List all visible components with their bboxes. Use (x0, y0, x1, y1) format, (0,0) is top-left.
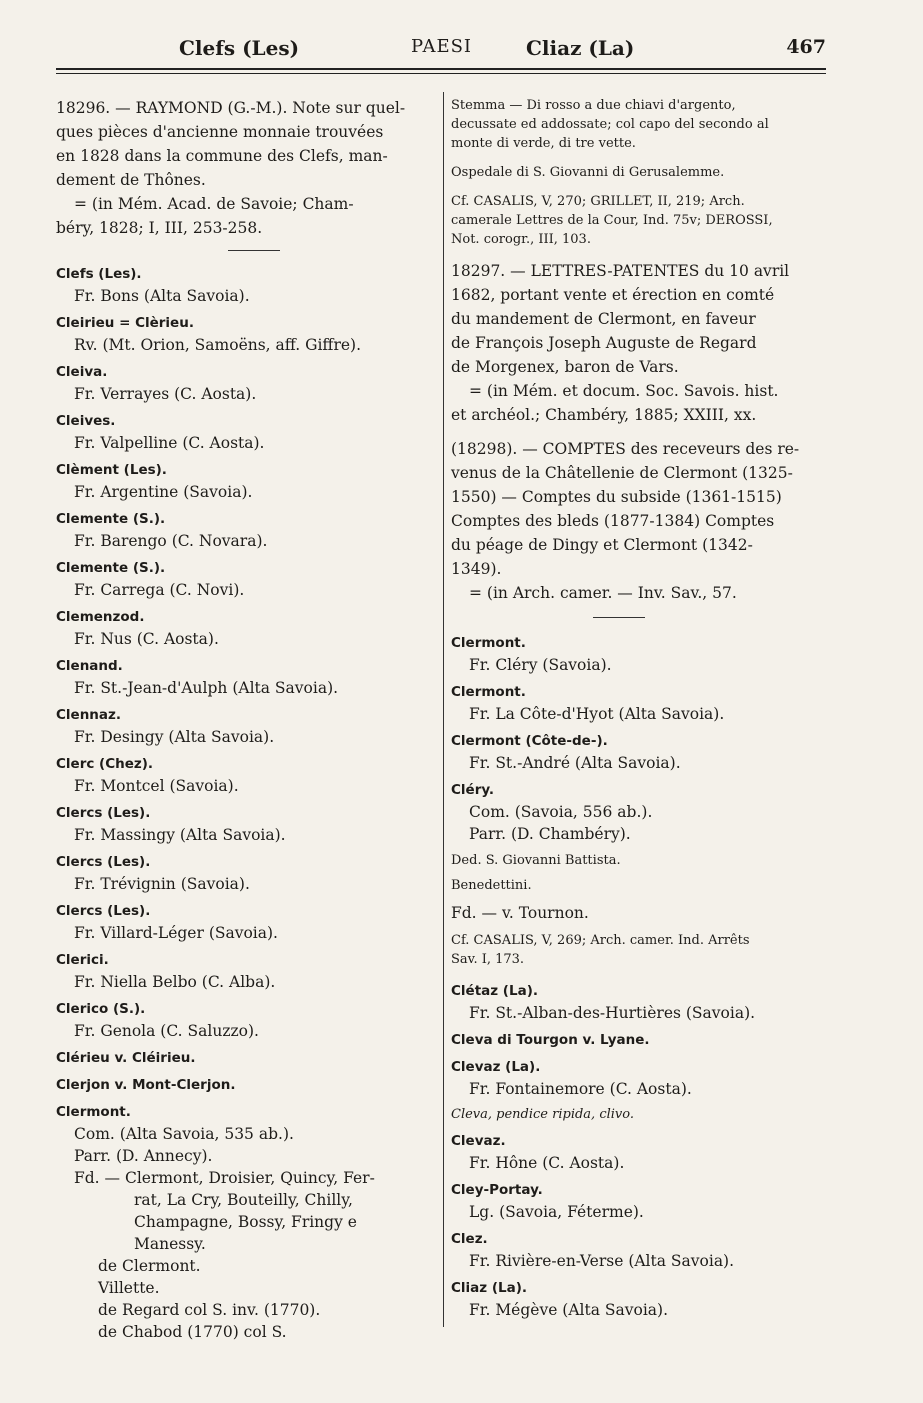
entry-detail: Fr. Desingy (Alta Savoia). (74, 728, 275, 746)
headword: Cleiva. (56, 364, 108, 380)
reference-line: Not. corogr., III, 103. (451, 232, 591, 247)
section-rule (593, 617, 645, 618)
note-line: de Morgenex, baron de Vars. (451, 358, 679, 376)
reference-line: Cf. CASALIS, V, 270; GRILLET, II, 219; Arch. (451, 194, 745, 209)
entry-detail: Com. (Alta Savoia, 535 ab.). (74, 1125, 294, 1143)
page-number: 467 (786, 36, 826, 58)
note-line: 18297. — LETTRES-PATENTES du 10 avril (451, 262, 790, 280)
note-line: Comptes des bleds (1877-1384) Comptes (451, 512, 775, 530)
entry-detail: Fr. Bons (Alta Savoia). (74, 287, 250, 305)
entry-detail: Fr. St.-Jean-d'Aulph (Alta Savoia). (74, 679, 339, 697)
note-line: 18296. — RAYMOND (G.-M.). Note sur quel- (56, 99, 406, 117)
entry (56, 459, 430, 503)
entry (56, 900, 430, 944)
reference-line: Sav. I, 173. (451, 952, 525, 967)
entry-detail: Fr. Villard-Léger (Savoia). (74, 924, 278, 942)
entry (56, 361, 430, 405)
note-18297 (451, 259, 827, 427)
entry (451, 681, 827, 725)
headword: Clemente (S.). (56, 511, 166, 527)
cross-reference: Clérieu v. Cléirieu. (56, 1050, 196, 1066)
note-line: ques pièces d'ancienne monnaie trouvées (56, 123, 384, 141)
note-line: = (in Mém. et docum. Soc. Savois. hist. (469, 382, 779, 400)
entry-detail: de Clermont. (98, 1257, 201, 1275)
headword: Cley-Portay. (451, 1182, 543, 1198)
entry (451, 1277, 827, 1321)
stemma-line: decussate ed addossate; col capo del secondo al (451, 117, 769, 132)
entry-detail: Fr. Rivière-en-Verse (Alta Savoia). (469, 1252, 735, 1270)
entry-clery (451, 779, 827, 969)
entry-detail: Com. (Savoia, 556 ab.). (469, 803, 653, 821)
header-rule-thick (56, 68, 826, 70)
headword: Clefs (Les). (56, 266, 142, 282)
entry (56, 851, 430, 895)
headword: Cliaz (La). (451, 1280, 528, 1296)
note-line: béry, 1828; I, III, 253-258. (56, 219, 263, 237)
entry-detail: Fr. La Côte-d'Hyot (Alta Savoia). (469, 705, 725, 723)
entry-detail: Fr. Massingy (Alta Savoia). (74, 826, 286, 844)
entry (56, 263, 430, 307)
header-left-title: Clefs (Les) (179, 36, 300, 60)
note-line: 1349). (451, 560, 502, 578)
entry (451, 1056, 827, 1100)
column-divider (443, 92, 444, 1327)
cross-reference: Clerjon v. Mont-Clerjon. (56, 1077, 236, 1093)
entry-detail: Champagne, Bossy, Fringy e (134, 1213, 357, 1231)
headword: Clermont. (451, 635, 526, 651)
entry (451, 1179, 827, 1223)
entry (56, 312, 430, 356)
entry-detail: Fr. St.-André (Alta Savoia). (469, 754, 681, 772)
headword: Cléry. (451, 782, 495, 798)
entry-detail: Fr. Barengo (C. Novara). (74, 532, 268, 550)
order-note: Benedettini. (451, 878, 532, 893)
reference-block (451, 192, 827, 249)
entry-detail: Fr. Hône (C. Aosta). (469, 1154, 625, 1172)
entry (56, 704, 430, 748)
note-line: = (in Mém. Acad. de Savoie; Cham- (74, 195, 354, 213)
headword: Cleirieu = Clèrieu. (56, 315, 194, 331)
header-rule-thin (56, 73, 826, 74)
headword: Clemente (S.). (56, 560, 166, 576)
headword: Clemenzod. (56, 609, 145, 625)
note-line: en 1828 dans la commune des Clefs, man- (56, 147, 388, 165)
entry-detail: Fr. Argentine (Savoia). (74, 483, 253, 501)
note-18296 (56, 96, 430, 240)
entry-detail: Parr. (D. Annecy). (74, 1147, 213, 1165)
entry-detail: Fr. Trévignin (Savoia). (74, 875, 250, 893)
entry (56, 802, 430, 846)
headword: Clerici. (56, 952, 109, 968)
headword: Clercs (Les). (56, 854, 151, 870)
left-column (56, 96, 430, 1348)
entry (56, 998, 430, 1042)
note-line: (18298). — COMPTES des receveurs des re- (451, 440, 800, 458)
entry-detail: Fr. Carrega (C. Novi). (74, 581, 245, 599)
entry (56, 949, 430, 993)
entry-detail: Rv. (Mt. Orion, Samoëns, aff. Giffre). (74, 336, 361, 354)
entry (56, 655, 430, 699)
entry-detail: Fd. — Clermont, Droisier, Quincy, Fer- (74, 1169, 375, 1187)
entry-detail: Fr. Niella Belbo (C. Alba). (74, 973, 276, 991)
entry-detail: rat, La Cry, Bouteilly, Chilly, (134, 1191, 353, 1209)
headword: Clermont. (451, 684, 526, 700)
entry-detail: Fr. Montcel (Savoia). (74, 777, 239, 795)
entry-detail: Fr. Nus (C. Aosta). (74, 630, 219, 648)
note-line: du péage de Dingy et Clermont (1342- (451, 536, 753, 554)
header-center-title: PAESI (411, 36, 473, 57)
entry (56, 410, 430, 454)
entry-detail: Fr. Mégève (Alta Savoia). (469, 1301, 669, 1319)
reference-line: camerale Lettres de la Cour, Ind. 75v; DEROSSI, (451, 213, 773, 228)
entry-clermont (56, 1101, 430, 1343)
entry (451, 1228, 827, 1272)
headword: Clétaz (La). (451, 983, 538, 999)
etymology-note: Cleva, pendice ripida, clivo. (451, 1107, 634, 1122)
entry (56, 753, 430, 797)
fief-note: Fd. — v. Tournon. (451, 904, 589, 922)
headword: Cleives. (56, 413, 116, 429)
entry (451, 730, 827, 774)
ospedale-note: Ospedale di S. Giovanni di Gerusalemme. (451, 165, 725, 180)
headword: Clez. (451, 1231, 488, 1247)
entry-detail: Fr. Verrayes (C. Aosta). (74, 385, 257, 403)
entry-detail: Fr. Genola (C. Saluzzo). (74, 1022, 259, 1040)
headword: Clevaz. (451, 1133, 506, 1149)
entry (56, 1074, 430, 1096)
entry-detail: de Regard col S. inv. (1770). (98, 1301, 321, 1319)
entry-detail: Fr. Cléry (Savoia). (469, 656, 612, 674)
note-line: 1682, portant vente et érection en comté (451, 286, 775, 304)
headword: Clennaz. (56, 707, 122, 723)
stemma-line: monte di verde, di tre vette. (451, 136, 636, 151)
entry (56, 557, 430, 601)
section-rule (228, 250, 280, 251)
right-column (451, 96, 827, 1326)
entry (451, 1130, 827, 1174)
note-line: 1550) — Comptes du subside (1361-1515) (451, 488, 782, 506)
entry (451, 632, 827, 676)
headword: Clenand. (56, 658, 123, 674)
headword: Clerc (Chez). (56, 756, 154, 772)
entry-detail: Fr. Valpelline (C. Aosta). (74, 434, 265, 452)
reference-line: Cf. CASALIS, V, 269; Arch. camer. Ind. Arrêts (451, 933, 750, 948)
entry (56, 508, 430, 552)
entry-detail: Villette. (98, 1279, 160, 1297)
entry-detail: de Chabod (1770) col S. (98, 1323, 287, 1341)
note-18298 (451, 437, 827, 605)
entry-detail: Lg. (Savoia, Féterme). (469, 1203, 644, 1221)
running-header (56, 36, 826, 68)
note-line: du mandement de Clermont, en faveur (451, 310, 756, 328)
headword: Clermont. (56, 1104, 131, 1120)
note-line: de François Joseph Auguste de Regard (451, 334, 757, 352)
note-line: venus de la Châtellenie de Clermont (1325- (451, 464, 793, 482)
entry (56, 606, 430, 650)
dedication: Ded. S. Giovanni Battista. (451, 853, 621, 868)
headword: Clerico (S.). (56, 1001, 146, 1017)
stemma (451, 96, 827, 153)
headword: Clèment (Les). (56, 462, 167, 478)
entry-detail: Manessy. (134, 1235, 206, 1253)
note-line: dement de Thônes. (56, 171, 206, 189)
entry-detail: Fr. St.-Alban-des-Hurtières (Savoia). (469, 1004, 756, 1022)
entry-detail: Parr. (D. Chambéry). (469, 825, 631, 843)
entry (56, 1047, 430, 1069)
header-right-title: Cliaz (La) (526, 36, 635, 60)
note-line: et archéol.; Chambéry, 1885; XXIII, xx. (451, 406, 757, 424)
headword: Clermont (Côte-de-). (451, 733, 608, 749)
stemma-line: Stemma — Di rosso a due chiavi d'argento, (451, 98, 736, 113)
note-line: = (in Arch. camer. — Inv. Sav., 57. (469, 584, 737, 602)
entry-detail: Fr. Fontainemore (C. Aosta). (469, 1080, 692, 1098)
entry (451, 1029, 827, 1051)
cross-reference: Cleva di Tourgon v. Lyane. (451, 1032, 650, 1048)
entry (451, 980, 827, 1024)
headword: Clercs (Les). (56, 903, 151, 919)
headword: Clercs (Les). (56, 805, 151, 821)
headword: Clevaz (La). (451, 1059, 541, 1075)
